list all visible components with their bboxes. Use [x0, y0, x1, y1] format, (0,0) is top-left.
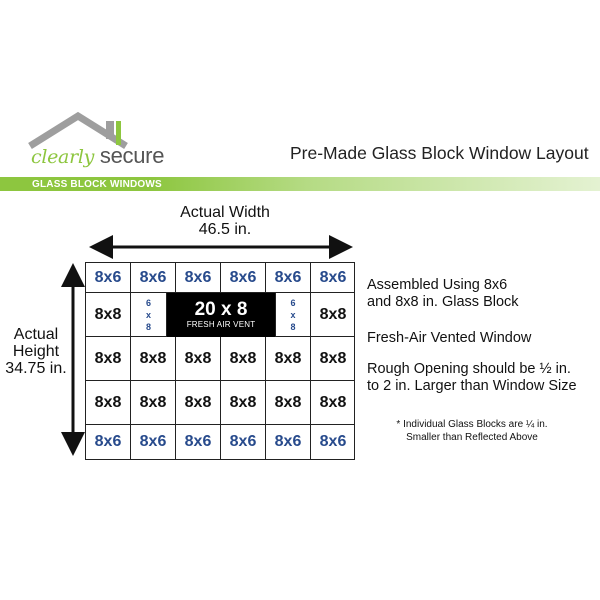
- block-cell: 8x6: [266, 425, 311, 459]
- height-label: [0, 326, 72, 377]
- small-block-middle: x: [290, 309, 296, 320]
- block-cell: 8x8: [86, 337, 131, 381]
- rough-opening-line-2: to 2 in. Larger than Window Size: [367, 378, 577, 394]
- block-cell: 8x6: [176, 263, 221, 293]
- small-block-cell: [275, 293, 311, 337]
- block-cell: 8x8: [131, 381, 176, 425]
- vented-note: Fresh-Air Vented Window: [367, 330, 532, 346]
- block-cell: 8x8: [176, 337, 221, 381]
- width-label-line-2: 46.5 in.: [198, 221, 252, 238]
- block-cell: 8x6: [176, 425, 221, 459]
- glass-block-grid: [85, 262, 355, 460]
- width-label-line-1: Actual Width: [180, 204, 270, 221]
- block-cell: 8x8: [221, 337, 266, 381]
- fresh-air-vent: [167, 293, 275, 337]
- footnote: [372, 418, 572, 444]
- footnote-line-1: * Individual Glass Blocks are ¼ in.: [396, 419, 548, 430]
- small-block-top: 6: [145, 297, 151, 308]
- assembled-note-line-1: Assembled Using 8x6: [367, 277, 508, 293]
- block-cell: 8x8: [86, 293, 131, 337]
- page-title: Pre-Made Glass Block Window Layout: [290, 143, 589, 163]
- footnote-line-2: Smaller than Reflected Above: [406, 432, 538, 443]
- block-cell: 8x6: [86, 425, 131, 459]
- width-label: [150, 204, 300, 238]
- assembled-note-line-2: and 8x8 in. Glass Block: [367, 294, 519, 310]
- brand-tagline: GLASS BLOCK WINDOWS: [32, 179, 162, 190]
- height-label-line-3: 34.75 in.: [5, 360, 67, 377]
- small-block-cell: [131, 293, 167, 337]
- block-cell: 8x8: [311, 381, 355, 425]
- vent-label: FRESH AIR VENT: [186, 320, 256, 329]
- block-cell: 8x6: [221, 425, 266, 459]
- block-cell: 8x8: [176, 381, 221, 425]
- small-block-top: 6: [290, 297, 296, 308]
- brand-word-2: secure: [99, 143, 165, 168]
- block-cell: 8x8: [266, 381, 311, 425]
- small-block-bottom: 8: [145, 321, 151, 332]
- height-label-line-1: Actual: [13, 326, 59, 343]
- brand-word-1: clearly: [31, 146, 95, 168]
- height-label-line-2: Height: [12, 343, 60, 360]
- block-cell: 8x6: [311, 263, 355, 293]
- block-cell: 8x8: [86, 381, 131, 425]
- small-block-middle: x: [145, 309, 151, 320]
- block-cell: 8x8: [311, 293, 355, 337]
- rough-opening-line-1: Rough Opening should be ½ in.: [367, 361, 571, 377]
- block-cell: 8x6: [86, 263, 131, 293]
- block-cell: 8x6: [319, 433, 347, 450]
- block-cell: 8x8: [131, 337, 176, 381]
- vent-size: 20 x 8: [194, 299, 248, 320]
- block-cell: 8x6: [266, 263, 311, 293]
- block-cell: 8x6: [131, 425, 176, 459]
- block-cell: 8x8: [221, 381, 266, 425]
- block-cell: 8x6: [221, 263, 266, 293]
- small-block-bottom: 8: [290, 321, 296, 332]
- block-cell: 8x6: [131, 263, 176, 293]
- block-cell: 8x8: [311, 337, 355, 381]
- block-cell: 8x8: [266, 337, 311, 381]
